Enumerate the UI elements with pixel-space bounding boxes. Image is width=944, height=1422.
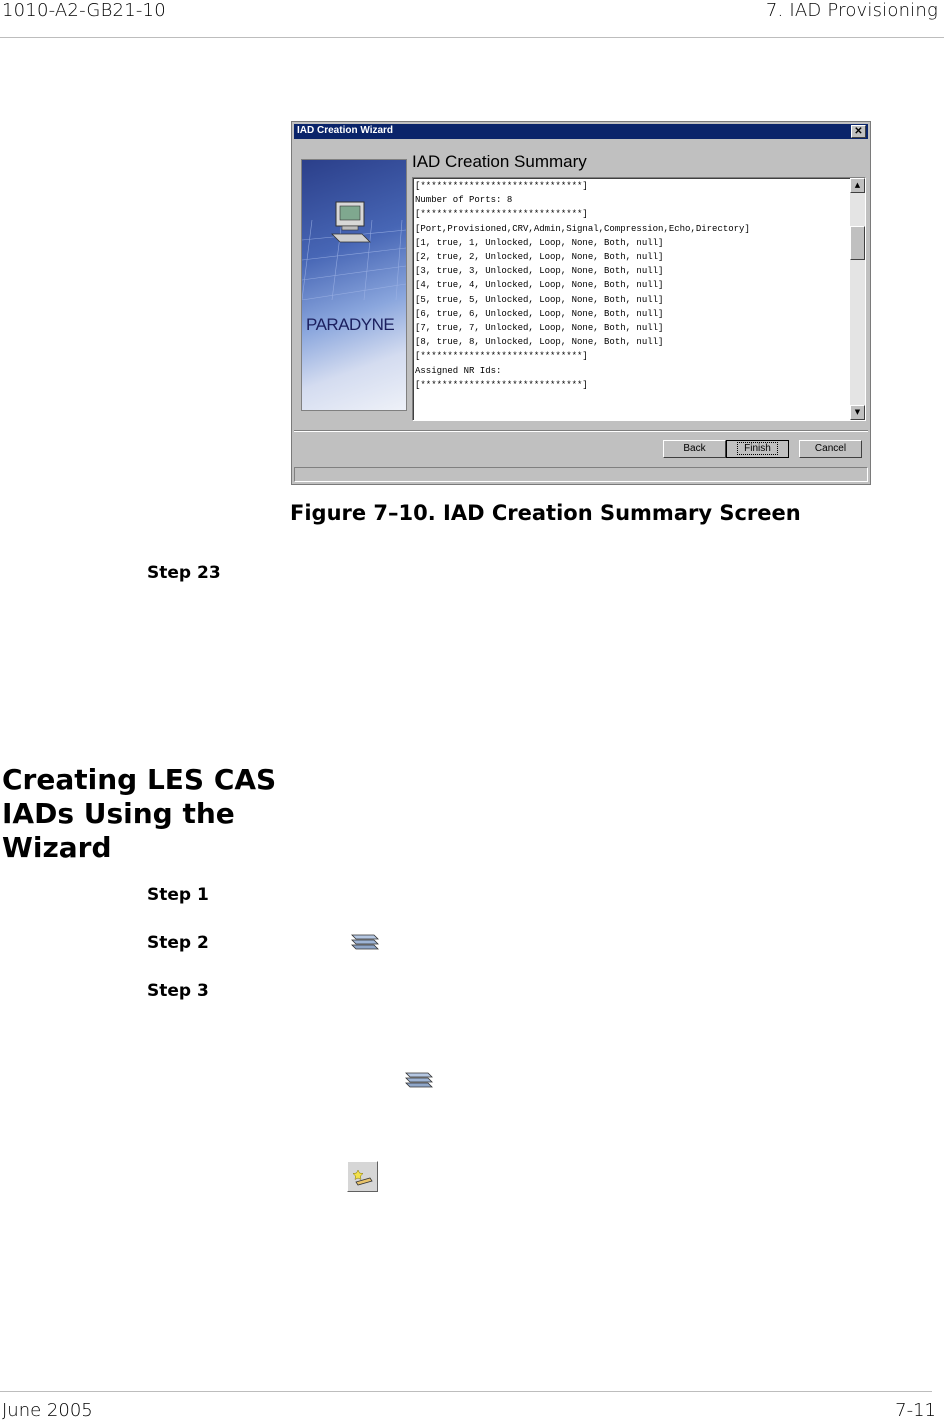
summary-line: [******************************] — [415, 209, 588, 220]
step-2-label: Step 2 — [147, 933, 209, 953]
header-rule — [0, 37, 944, 38]
summary-line: [******************************] — [415, 379, 588, 390]
scroll-up-button[interactable]: ▲ — [850, 178, 865, 193]
computer-monitor-icon — [328, 200, 372, 248]
summary-line: [8, true, 8, Unlocked, Loop, None, Both, null] — [415, 337, 664, 348]
scroll-thumb[interactable] — [850, 226, 865, 260]
wizard-side-panel — [301, 159, 407, 411]
status-bar — [294, 467, 868, 482]
summary-line: [2, true, 2, Unlocked, Loop, None, Both, null] — [415, 252, 664, 263]
summary-lines — [415, 179, 750, 392]
step-3-label: Step 3 — [147, 981, 209, 1001]
summary-line: [5, true, 5, Unlocked, Loop, None, Both, null] — [415, 294, 664, 305]
wizard-icon — [347, 1161, 378, 1192]
summary-line: [******************************] — [415, 351, 588, 362]
step-1-label: Step 1 — [147, 885, 209, 905]
stack-icon — [402, 1069, 434, 1091]
paradyne-logo: PARADYNE — [306, 315, 395, 334]
scroll-down-button[interactable]: ▼ — [850, 405, 865, 420]
summary-line: [3, true, 3, Unlocked, Loop, None, Both, null] — [415, 266, 664, 277]
vertical-scrollbar[interactable] — [850, 178, 865, 420]
running-header-right: 7. IAD Provisioning — [765, 0, 938, 21]
footer-date: June 2005 — [2, 1400, 93, 1421]
finish-button-label: Finish — [737, 442, 778, 455]
footer-rule — [0, 1391, 932, 1392]
summary-line: [7, true, 7, Unlocked, Loop, None, Both, null] — [415, 323, 664, 334]
iad-creation-wizard-dialog — [291, 121, 871, 485]
section-heading: Creating LES CAS IADs Using the Wizard — [2, 763, 277, 864]
cancel-button[interactable]: Cancel — [799, 440, 862, 458]
finish-button[interactable] — [726, 440, 789, 458]
dialog-titlebar — [294, 124, 868, 139]
summary-line: [******************************] — [415, 181, 588, 191]
summary-line: Number of Ports: 8 — [415, 195, 513, 206]
dialog-title: IAD Creation Wizard — [297, 125, 394, 136]
step-23-label: Step 23 — [147, 563, 221, 583]
back-button[interactable]: Back — [663, 440, 726, 458]
summary-heading: IAD Creation Summary — [412, 152, 587, 171]
page-number: 7-11 — [895, 1400, 936, 1421]
summary-line: [4, true, 4, Unlocked, Loop, None, Both, null] — [415, 280, 664, 291]
figure-caption: Figure 7–10. IAD Creation Summary Screen — [290, 501, 801, 525]
summary-line: [6, true, 6, Unlocked, Loop, None, Both, null] — [415, 308, 664, 319]
running-header-left: 1010-A2-GB21-10 — [2, 0, 166, 21]
close-button[interactable]: ✕ — [851, 125, 866, 138]
stack-icon — [348, 931, 380, 953]
summary-text-area[interactable] — [412, 177, 866, 421]
summary-line: [Port,Provisioned,CRV,Admin,Signal,Compression,Echo,Directory] — [415, 223, 750, 234]
summary-line: Assigned NR Ids: — [415, 365, 502, 376]
button-separator — [294, 430, 868, 431]
summary-line: [1, true, 1, Unlocked, Loop, None, Both, null] — [415, 237, 664, 248]
wizard-wand-icon — [348, 1162, 377, 1191]
